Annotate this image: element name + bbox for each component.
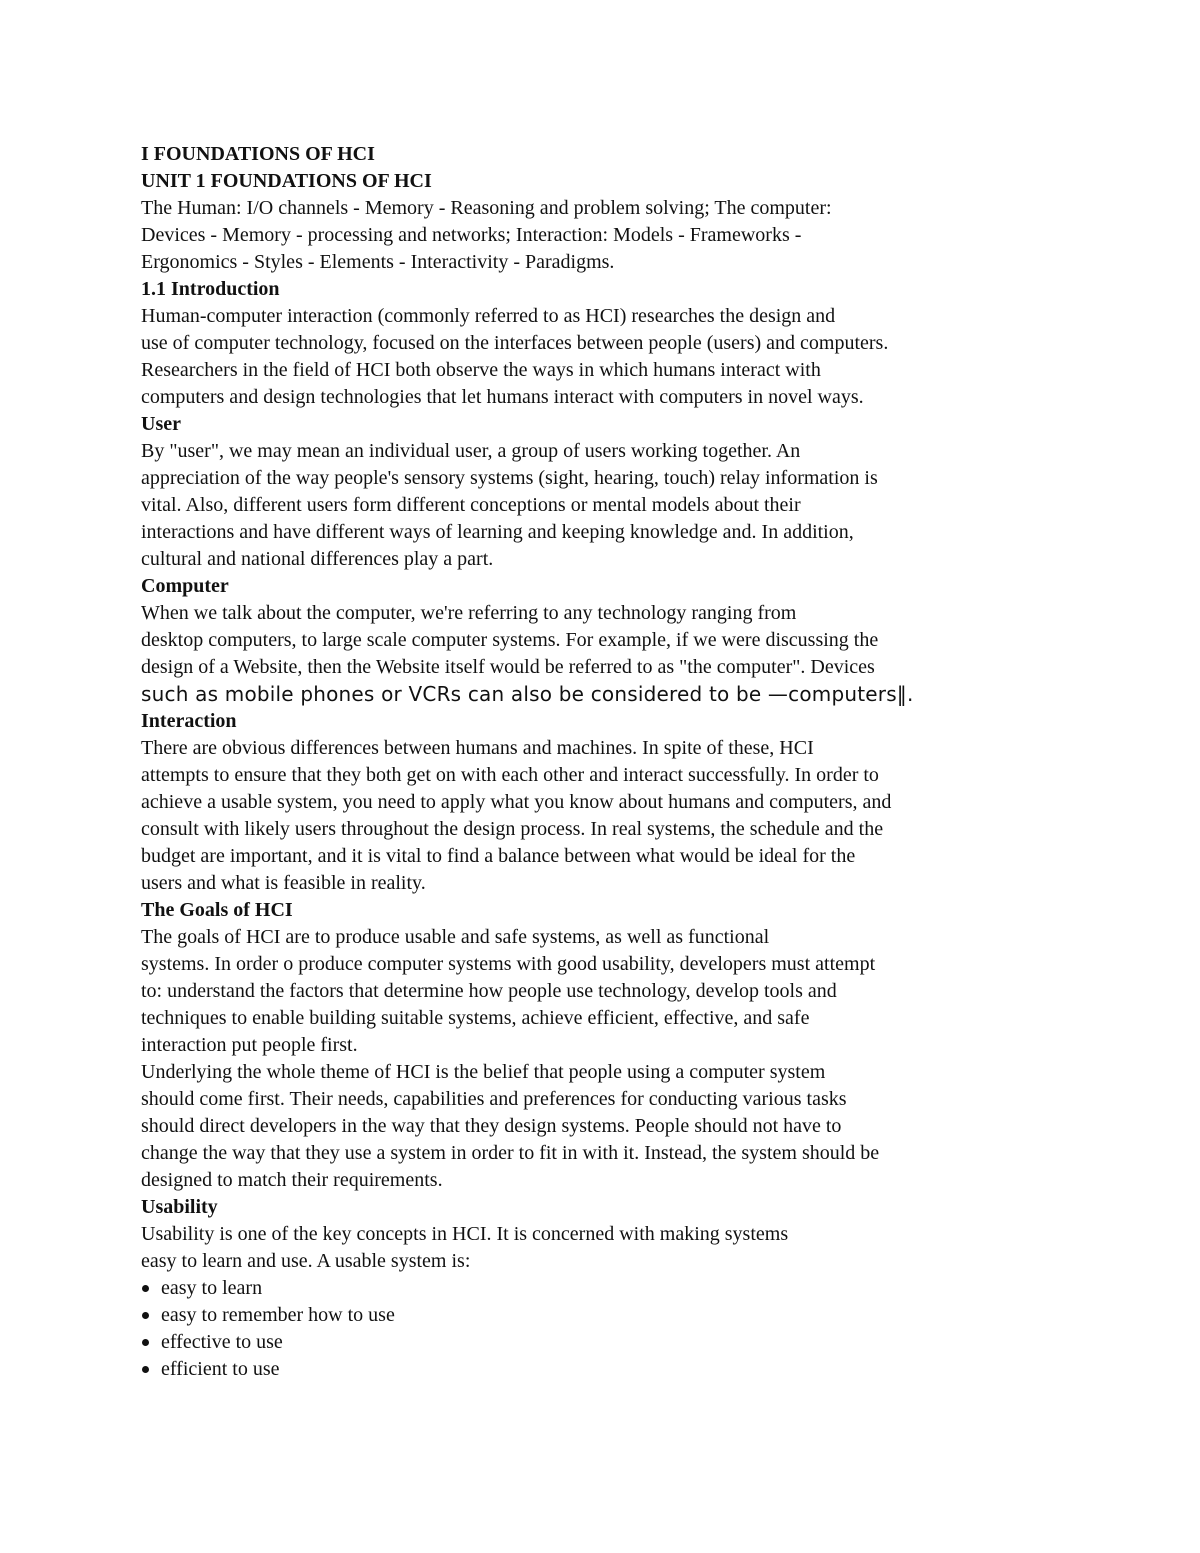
document-page <box>141 141 1041 1383</box>
bullet-item <box>141 1302 1041 1329</box>
paragraph-line: should direct developers in the way that they design systems. People should not have to <box>141 1115 842 1137</box>
paragraph-line: desktop computers, to large scale computer systems. For example, if we were discussing the <box>141 629 879 651</box>
paragraph-line: attempts to ensure that they both get on with each other and interact successfully. In order to <box>141 764 879 786</box>
paragraph-line: designed to match their requirements. <box>141 1169 443 1191</box>
paragraph-line: appreciation of the way people's sensory systems (sight, hearing, touch) relay information is <box>141 467 878 489</box>
paragraph-line: users and what is feasible in reality. <box>141 872 426 894</box>
bullet-item <box>141 1356 1041 1383</box>
paragraph-line: change the way that they use a system in order to fit in with it. Instead, the system should be <box>141 1142 880 1164</box>
paragraph-line: budget are important, and it is vital to find a balance between what would be ideal for the <box>141 845 856 867</box>
bullet-text: effective to use <box>161 1331 283 1353</box>
section-heading-introduction: 1.1 Introduction <box>141 278 280 300</box>
bullet-icon <box>142 1366 149 1373</box>
paragraph-line: Usability is one of the key concepts in HCI. It is concerned with making systems <box>141 1223 789 1245</box>
paragraph-line: cultural and national differences play a part. <box>141 548 494 570</box>
paragraph-line: should come first. Their needs, capabilities and preferences for conducting various tasks <box>141 1088 847 1110</box>
paragraph-line: By "user", we may mean an individual user, a group of users working together. An <box>141 440 801 462</box>
bullet-icon <box>142 1312 149 1319</box>
paragraph-line: to: understand the factors that determine how people use technology, develop tools and <box>141 980 837 1002</box>
paragraph-line: design of a Website, then the Website itself would be referred to as "the computer". Devices <box>141 656 875 678</box>
syllabus-line: Devices - Memory - processing and networks; Interaction: Models - Frameworks - <box>141 224 802 246</box>
paragraph-line: The goals of HCI are to produce usable and safe systems, as well as functional <box>141 926 770 948</box>
paragraph-line: vital. Also, different users form different conceptions or mental models about their <box>141 494 801 516</box>
paragraph-line: interaction put people first. <box>141 1034 358 1056</box>
section-heading-user: User <box>141 413 181 435</box>
section-heading-interaction: Interaction <box>141 710 237 732</box>
section-heading-computer: Computer <box>141 575 229 597</box>
bullet-text: easy to remember how to use <box>161 1304 395 1326</box>
bullet-item <box>141 1329 1041 1356</box>
paragraph-line: interactions and have different ways of learning and keeping knowledge and. In addition, <box>141 521 854 543</box>
paragraph-line: use of computer technology, focused on the interfaces between people (users) and computers. <box>141 332 889 354</box>
paragraph-line: systems. In order o produce computer systems with good usability, developers must attempt <box>141 953 876 975</box>
bullet-item <box>141 1275 1041 1302</box>
bullet-icon <box>142 1339 149 1346</box>
paragraph-line: easy to learn and use. A usable system is: <box>141 1250 471 1272</box>
bullet-text: easy to learn <box>161 1277 263 1299</box>
bullet-text: efficient to use <box>161 1358 280 1380</box>
paragraph-line: Underlying the whole theme of HCI is the belief that people using a computer system <box>141 1061 826 1083</box>
section-heading-goals: The Goals of HCI <box>141 899 293 921</box>
paragraph-line: computers and design technologies that let humans interact with computers in novel ways. <box>141 386 864 408</box>
paragraph-line: consult with likely users throughout the design process. In real systems, the schedule and the <box>141 818 884 840</box>
paragraph-line: There are obvious differences between humans and machines. In spite of these, HCI <box>141 737 814 759</box>
paragraph-line: techniques to enable building suitable systems, achieve efficient, effective, and safe <box>141 1007 810 1029</box>
bullet-icon <box>142 1285 149 1292</box>
section-heading-usability: Usability <box>141 1196 218 1218</box>
paragraph-line: achieve a usable system, you need to apply what you know about humans and computers, and <box>141 791 892 813</box>
syllabus-line: The Human: I/O channels - Memory - Reasoning and problem solving; The computer: <box>141 197 832 219</box>
syllabus-line: Ergonomics - Styles - Elements - Interactivity - Paradigms. <box>141 251 615 273</box>
paragraph-line: Human-computer interaction (commonly referred to as HCI) researches the design and <box>141 305 836 327</box>
unit-title: UNIT 1 FOUNDATIONS OF HCI <box>141 170 432 192</box>
paragraph-line-sans: such as mobile phones or VCRs can also be considered to be —computers‖. <box>141 682 914 706</box>
document-title: I FOUNDATIONS OF HCI <box>141 143 375 165</box>
paragraph-line: Researchers in the field of HCI both observe the ways in which humans interact with <box>141 359 821 381</box>
paragraph-line: When we talk about the computer, we're referring to any technology ranging from <box>141 602 797 624</box>
